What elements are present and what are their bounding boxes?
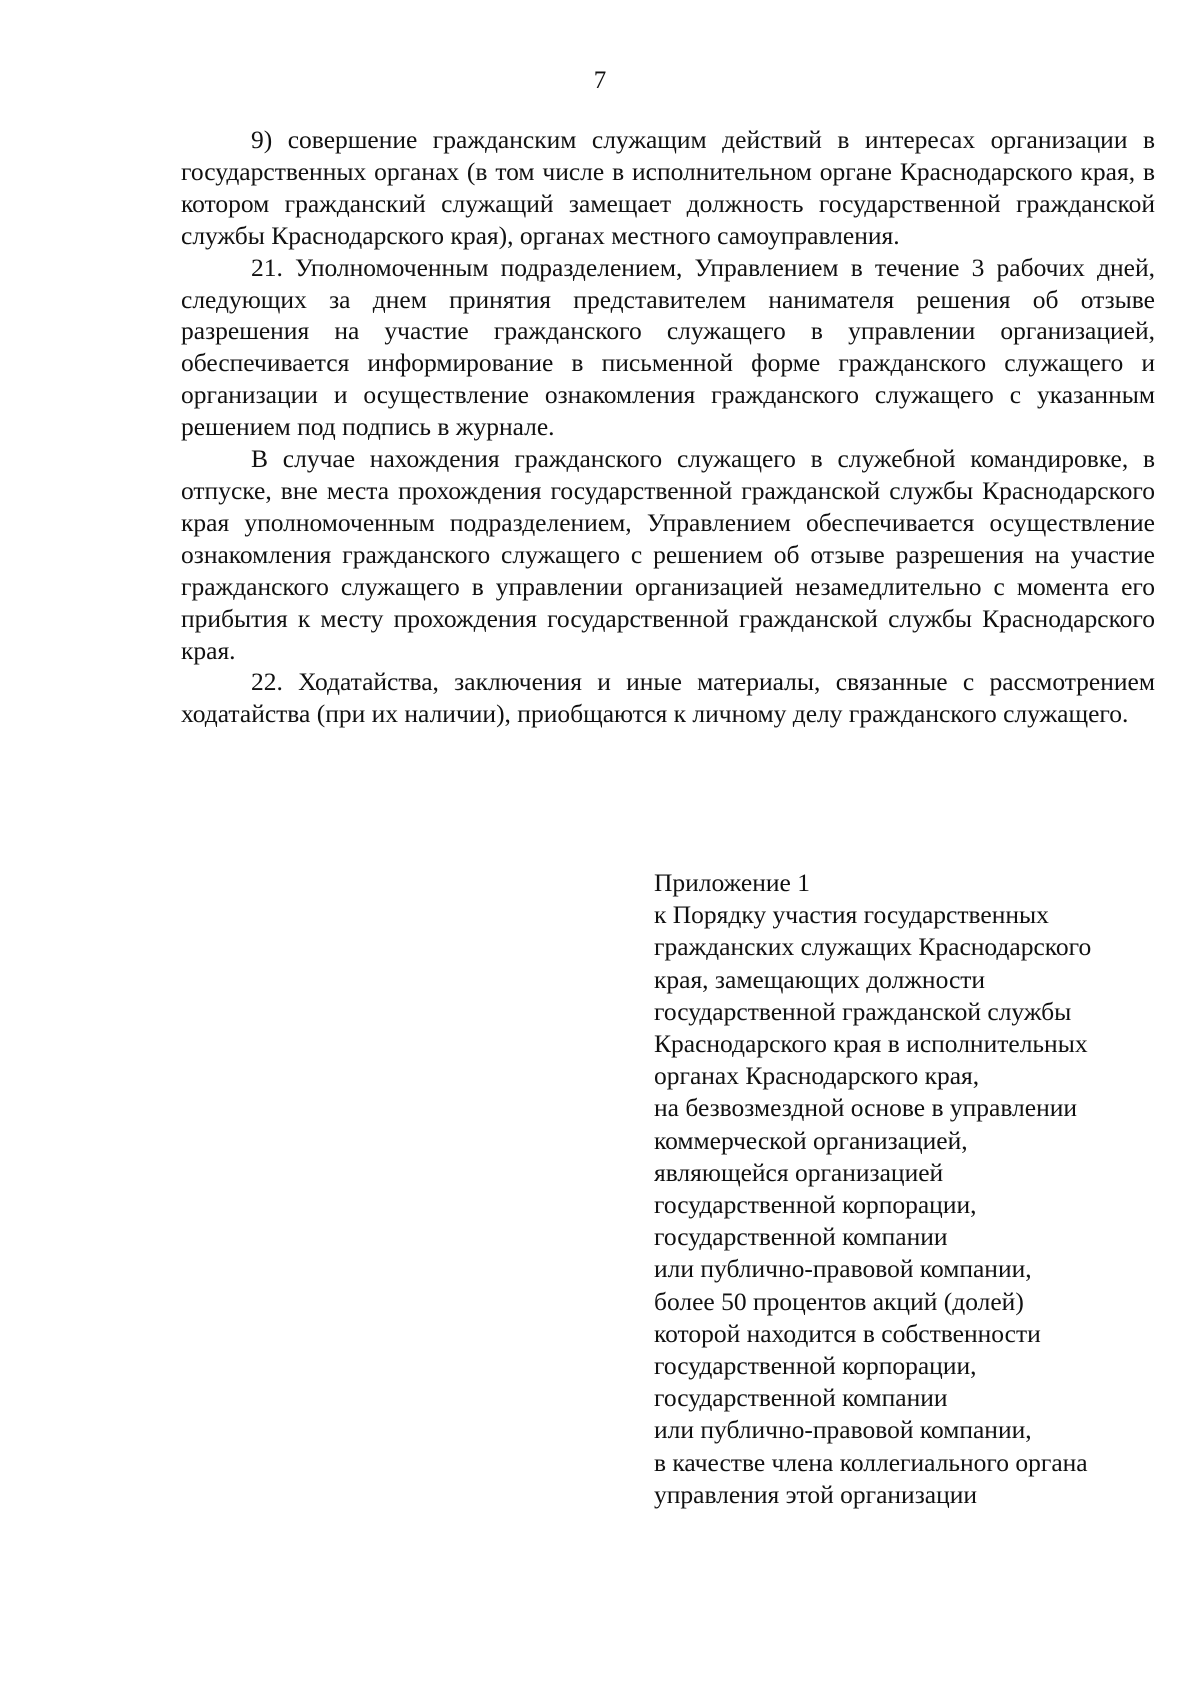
paragraph-21: 21. Уполномоченным подразделением, Управлением в течение 3 рабочих дней, следующих за днем принятия представителем нанимателя решения об отзыве разрешения на участие гражданского служащего в управлении организацией, обеспечивается информирование в письменной форме гражданского служащего и организации и осуществление ознакомления гражданского служащего с указанным решением под подпись в журнале. [181,252,1155,442]
appendix-line: коммерческой организацией, [654,1125,968,1155]
appendix-line: являющейся организацией [654,1157,944,1187]
appendix-line: которой находится в собственности [654,1318,1041,1348]
appendix-line: или публично-правовой компании, [654,1254,1032,1284]
appendix-line: государственной гражданской службы [654,996,1072,1026]
appendix-line: органах Краснодарского края, [654,1061,980,1091]
appendix-line: государственной корпорации, [654,1351,977,1381]
appendix-line: государственной корпорации, [654,1190,977,1220]
appendix-header [654,867,1174,1511]
paragraph-item-9: 9) совершение гражданским служащим действий в интересах организации в государственных органах (в том числе в исполнительном органе Краснодарского края, в котором гражданский служащий замещает должность государственной гражданской службы Краснодарского края), органах местного самоуправления. [181,125,1155,250]
appendix-line: государственной компании [654,1383,948,1413]
appendix-line: на безвозмездной основе в управлении [654,1093,1078,1123]
appendix-line: края, замещающих должности [654,964,986,994]
appendix-line: в качестве члена коллегиального органа [654,1447,1088,1477]
appendix-line: государственной компании [654,1222,948,1252]
appendix-line: или публично-правовой компании, [654,1415,1032,1445]
paragraph-22: 22. Ходатайства, заключения и иные материалы, связанные с рассмотрением ходатайства (при их наличии), приобщаются к личному делу гражданского служащего. [181,667,1155,729]
appendix-line: к Порядку участия государственных [654,900,1049,930]
appendix-title: Приложение 1 [654,868,810,897]
page-number: 7 [593,67,607,94]
appendix-line: гражданских служащих Краснодарского [654,932,1092,962]
appendix-line: управления этой организации [654,1479,978,1509]
appendix-line: Краснодарского края в исполнительных [654,1029,1088,1059]
document-body [181,124,1155,730]
paragraph-21-continuation: В случае нахождения гражданского служащего в служебной командировке, в отпуске, вне места прохождения государственной гражданской службы Краснодарского края уполномоченным подразделением, Управлением обеспечивается осуществление ознакомления гражданского служащего с решением об отзыве разрешения на участие гражданского служащего в управлении организацией незамедлительно с момента его прибытия к месту прохождения государственной гражданской службы Краснодарского края. [181,444,1155,665]
appendix-line: более 50 процентов акций (долей) [654,1286,1024,1316]
